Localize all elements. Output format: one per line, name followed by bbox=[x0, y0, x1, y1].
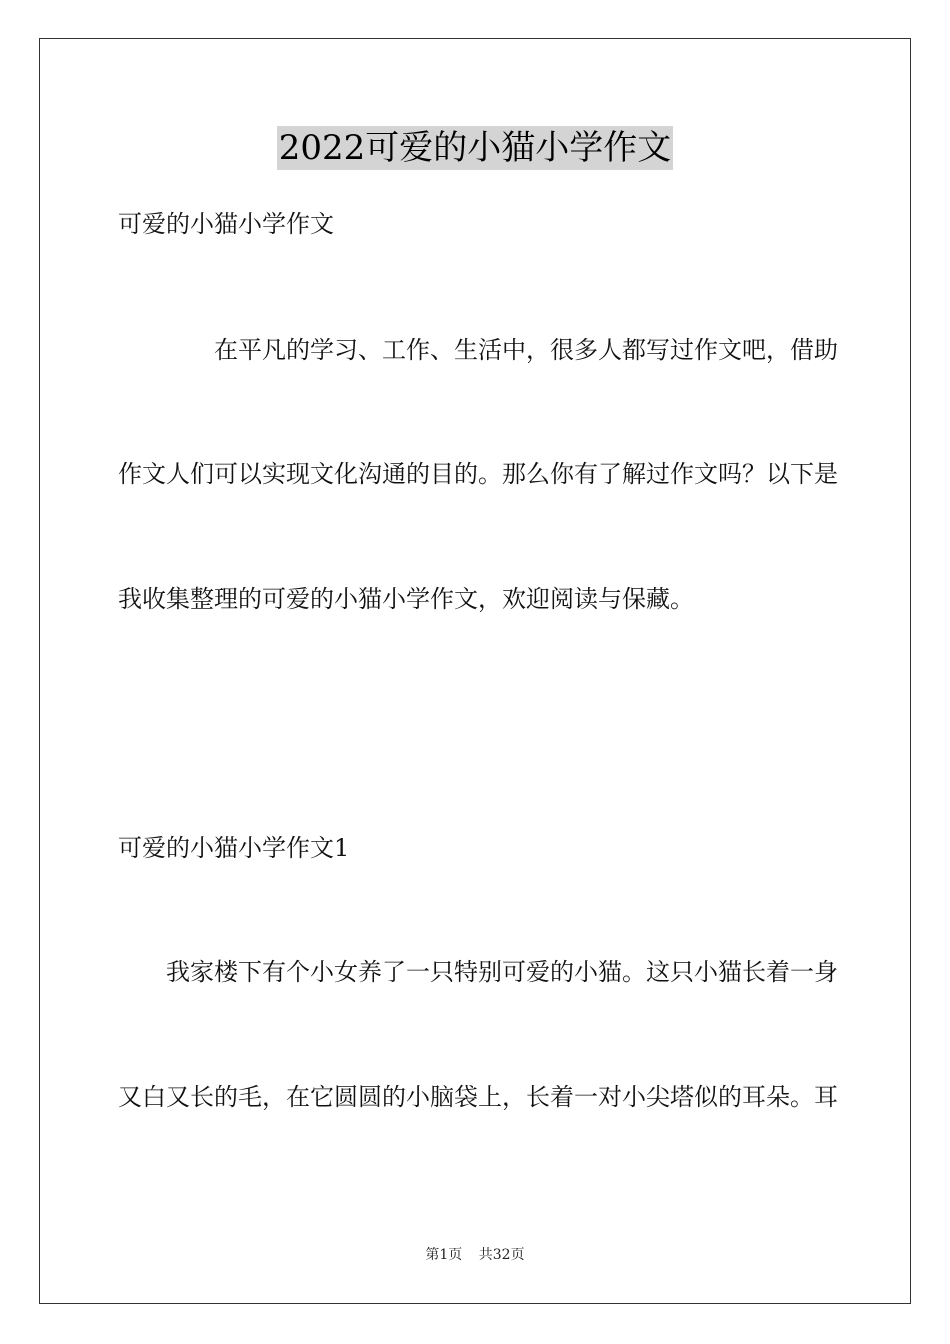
subtitle: 可爱的小猫小学作文 bbox=[118, 210, 334, 238]
intro-line-3: 我收集整理的可爱的小猫小学作文，欢迎阅读与保藏。 bbox=[118, 585, 694, 613]
essay-line-1: 我家楼下有个小女养了一只特别可爱的小猫。这只小猫长着一身 bbox=[166, 958, 838, 986]
document-title: 2022可爱的小猫小学作文 bbox=[278, 128, 672, 168]
page-number: 第1页 bbox=[425, 1247, 463, 1263]
section-heading: 可爱的小猫小学作文1 bbox=[118, 834, 350, 862]
title-container bbox=[0, 126, 950, 170]
essay-line-2: 又白又长的毛，在它圆圆的小脑袋上，长着一对小尖塔似的耳朵。耳 bbox=[118, 1083, 838, 1111]
page-footer bbox=[0, 1246, 950, 1264]
page-total: 共32页 bbox=[478, 1247, 525, 1263]
intro-line-2: 作文人们可以实现文化沟通的目的。那么你有了解过作文吗？以下是 bbox=[118, 460, 838, 488]
intro-line-1: 在平凡的学习、工作、生活中，很多人都写过作文吧，借助 bbox=[214, 336, 838, 364]
